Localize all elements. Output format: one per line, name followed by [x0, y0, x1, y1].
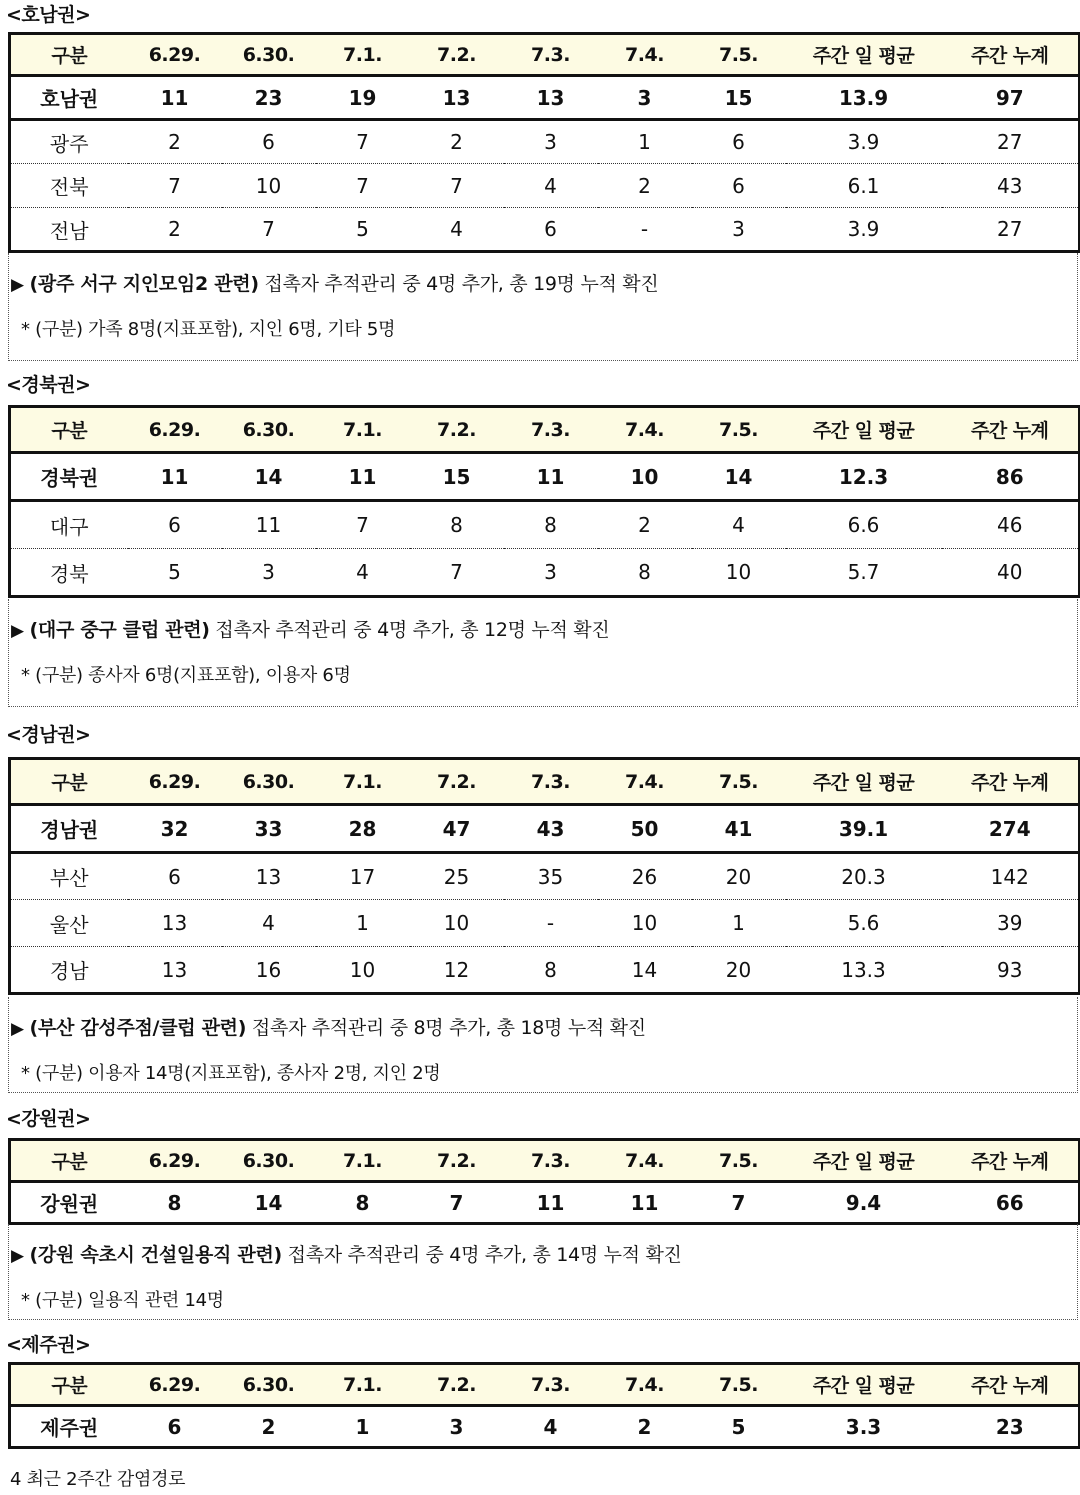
table-cell: 43	[942, 164, 1080, 208]
note-text: 접촉자 추적관리 중 4명 추가, 총 19명 누적 확진	[258, 273, 659, 295]
table-cell: 10	[222, 164, 316, 208]
table-cell: 3	[262, 560, 275, 584]
table-cell: 35	[504, 853, 598, 900]
table-cell: 7	[262, 217, 275, 241]
table-cell: 5	[356, 217, 369, 241]
table-cell: 13	[161, 957, 188, 982]
table-row	[10, 853, 1080, 900]
table-cell: 20	[725, 957, 752, 982]
table-cell: 20	[692, 853, 786, 900]
column-header: 주간 일 평균	[786, 34, 942, 76]
table-cell: 3	[504, 120, 598, 164]
table-row	[10, 164, 1080, 208]
region-name: 강원권	[40, 1192, 99, 1216]
column-header: 7.5.	[692, 34, 786, 76]
triangle-arrow-icon: ▶	[11, 621, 24, 641]
column-header: 7.2.	[410, 759, 504, 805]
table-cell: 7	[316, 164, 410, 208]
region-name: 경남권	[10, 805, 128, 853]
table-cell: 6	[222, 120, 316, 164]
table-cell: 11	[128, 453, 222, 501]
table-cell: 25	[410, 853, 504, 900]
table-cell: 15	[410, 453, 504, 501]
triangle-arrow-icon: ▶	[11, 1019, 24, 1039]
table-cell: 4	[692, 501, 786, 549]
note-text: 접촉자 추적관리 중 4명 추가, 총 12명 누적 확진	[209, 619, 610, 641]
table-cell: 27	[997, 217, 1023, 241]
table-cell: 7	[316, 501, 410, 549]
table-cell: 7	[316, 120, 410, 164]
column-header: 주간 일 평균	[786, 1140, 942, 1182]
table-cell: 16	[255, 957, 282, 982]
note-cluster-name: (강원 속초시 건설일용직 관련)	[29, 1244, 282, 1266]
column-header: 7.5.	[692, 407, 786, 453]
note-main-line	[11, 615, 609, 642]
column-header: 구분	[10, 1140, 128, 1182]
table-cell: 93	[997, 957, 1023, 982]
table-row	[10, 501, 1080, 549]
table-cell: 6	[544, 217, 557, 241]
table-cell: 10	[725, 560, 752, 584]
table-cell: 23	[995, 1414, 1024, 1439]
column-header: 7.1.	[316, 1140, 410, 1182]
column-header: 구분	[10, 407, 128, 453]
table-cell: 7	[128, 164, 222, 208]
region-total-row	[10, 1182, 1080, 1224]
table-cell: 8	[544, 957, 557, 982]
region-total-row	[10, 805, 1080, 853]
column-header: 7.2.	[410, 34, 504, 76]
table-header-row	[10, 1364, 1080, 1406]
city-name: 경북	[49, 561, 89, 586]
section-title: <경남권>	[6, 724, 91, 746]
table-cell: 6	[692, 164, 786, 208]
table-cell: 14	[222, 453, 316, 501]
column-header: 7.5.	[692, 759, 786, 805]
column-header: 7.1.	[316, 759, 410, 805]
column-header: 7.3.	[504, 1140, 598, 1182]
city-name: 광주	[10, 120, 128, 164]
region-table	[8, 1138, 1080, 1225]
table-cell: 15	[692, 76, 786, 120]
table-cell: 11	[222, 501, 316, 549]
column-header: 7.1.	[316, 34, 410, 76]
table-cell: 3	[449, 1414, 464, 1439]
table-row	[10, 900, 1080, 947]
table-cell: 1	[355, 1414, 370, 1439]
region-table	[8, 405, 1080, 598]
table-cell: 6.6	[786, 501, 942, 549]
table-cell: 8	[355, 1190, 370, 1215]
column-header: 주간 누계	[942, 759, 1080, 805]
table-cell: 4	[450, 217, 463, 241]
table-cell: 8	[410, 501, 504, 549]
table-cell: 3	[544, 560, 557, 584]
table-cell: 28	[316, 805, 410, 853]
table-cell: 66	[995, 1190, 1024, 1215]
column-header: 7.2.	[410, 1140, 504, 1182]
table-cell: 7	[450, 560, 463, 584]
column-header: 6.29.	[128, 1140, 222, 1182]
region-name: 제주권	[40, 1416, 99, 1440]
region-name: 호남권	[10, 76, 128, 120]
column-header: 7.3.	[504, 407, 598, 453]
city-name: 대구	[10, 501, 128, 549]
column-header: 7.5.	[692, 1364, 786, 1406]
table-cell: 2	[261, 1414, 276, 1439]
table-cell: 2	[598, 164, 692, 208]
column-header: 6.30.	[222, 1140, 316, 1182]
table-header-row	[10, 1140, 1080, 1182]
column-header: 주간 누계	[942, 407, 1080, 453]
column-header: 6.30.	[222, 1364, 316, 1406]
table-cell: 12.3	[786, 453, 942, 501]
table-cell: 5	[168, 560, 181, 584]
table-row	[10, 947, 1080, 994]
table-cell: 11	[128, 76, 222, 120]
table-cell: -	[640, 217, 649, 241]
table-cell: 11	[536, 1190, 565, 1215]
table-cell: 2	[598, 501, 692, 549]
table-cell: 41	[692, 805, 786, 853]
table-cell: 32	[128, 805, 222, 853]
table-cell: 14	[631, 957, 658, 982]
table-cell: 14	[254, 1190, 283, 1215]
column-header: 7.3.	[504, 1364, 598, 1406]
table-cell: 20.3	[786, 853, 942, 900]
table-cell: 3.9	[786, 120, 942, 164]
table-cell: 3	[732, 217, 745, 241]
table-cell: 2	[128, 120, 222, 164]
column-header: 6.29.	[128, 759, 222, 805]
table-cell: 11	[504, 453, 598, 501]
table-row	[10, 549, 1080, 597]
table-cell: 10	[349, 957, 376, 982]
table-cell: 43	[504, 805, 598, 853]
table-cell: 5.7	[847, 560, 880, 584]
table-cell: 1	[692, 900, 786, 947]
city-name: 전북	[10, 164, 128, 208]
column-header: 6.29.	[128, 34, 222, 76]
table-cell: 2	[168, 217, 181, 241]
table-row	[10, 208, 1080, 252]
column-header: 6.30.	[222, 759, 316, 805]
table-cell: 10	[410, 900, 504, 947]
table-row	[10, 120, 1080, 164]
note-box	[8, 253, 1078, 361]
column-header: 주간 누계	[942, 1364, 1080, 1406]
column-header: 주간 누계	[942, 34, 1080, 76]
triangle-arrow-icon: ▶	[11, 275, 24, 295]
column-header: 6.29.	[128, 1364, 222, 1406]
note-box	[8, 1224, 1078, 1320]
table-cell: 50	[598, 805, 692, 853]
column-header: 7.4.	[598, 1364, 692, 1406]
city-name: 경남	[49, 959, 89, 983]
table-cell: 274	[942, 805, 1080, 853]
table-cell: 46	[942, 501, 1080, 549]
table-cell: 39	[942, 900, 1080, 947]
city-name: 전남	[49, 218, 89, 243]
table-cell: 11	[316, 453, 410, 501]
region-total-row	[10, 1406, 1080, 1448]
region-total-row	[10, 76, 1080, 120]
table-cell: 6.1	[786, 164, 942, 208]
note-text: 접촉자 추적관리 중 4명 추가, 총 14명 누적 확진	[281, 1244, 682, 1266]
column-header: 주간 일 평균	[786, 407, 942, 453]
table-cell: 10	[598, 900, 692, 947]
table-cell: 9.4	[845, 1190, 882, 1215]
section-title: <제주권>	[6, 1334, 91, 1356]
table-cell: 5	[731, 1414, 746, 1439]
column-header: 구분	[10, 759, 128, 805]
table-cell: 23	[222, 76, 316, 120]
note-sub-line: * (구분) 종사자 6명(지표포함), 이용자 6명	[21, 665, 351, 686]
column-header: 주간 일 평균	[786, 759, 942, 805]
table-cell: 40	[997, 560, 1023, 584]
table-cell: 8	[167, 1190, 182, 1215]
column-header: 6.30.	[222, 34, 316, 76]
note-sub-line: * (구분) 일용직 관련 14명	[21, 1290, 224, 1311]
footer-heading: 4 최근 2주간 감염경로	[10, 1469, 186, 1490]
note-cluster-name: (대구 중구 클럽 관련)	[29, 619, 210, 641]
table-cell: 10	[598, 453, 692, 501]
table-cell: 4	[356, 560, 369, 584]
column-header: 구분	[10, 34, 128, 76]
table-cell: -	[504, 900, 598, 947]
table-cell: 26	[598, 853, 692, 900]
table-cell: 27	[942, 120, 1080, 164]
column-header: 7.3.	[504, 759, 598, 805]
table-cell: 14	[692, 453, 786, 501]
column-header: 7.4.	[598, 759, 692, 805]
column-header: 7.3.	[504, 34, 598, 76]
table-cell: 7	[410, 164, 504, 208]
table-cell: 47	[410, 805, 504, 853]
column-header: 7.1.	[316, 407, 410, 453]
table-cell: 1	[598, 120, 692, 164]
note-main-line	[11, 1240, 682, 1267]
region-name: 경북권	[10, 453, 128, 501]
table-cell: 86	[942, 453, 1080, 501]
table-cell: 97	[942, 76, 1080, 120]
table-cell: 6	[692, 120, 786, 164]
table-cell: 13	[410, 76, 504, 120]
region-table	[8, 1362, 1080, 1449]
table-cell: 4	[504, 164, 598, 208]
table-cell: 13.9	[786, 76, 942, 120]
region-table	[8, 757, 1080, 995]
note-box	[8, 599, 1078, 707]
column-header: 6.29.	[128, 407, 222, 453]
table-cell: 13	[128, 900, 222, 947]
column-header: 7.4.	[598, 1140, 692, 1182]
note-main-line	[11, 269, 658, 296]
table-cell: 12	[443, 957, 470, 982]
table-cell: 3.9	[847, 217, 880, 241]
note-box	[8, 997, 1078, 1093]
column-header: 7.4.	[598, 34, 692, 76]
table-cell: 11	[630, 1190, 659, 1215]
table-cell: 3.3	[845, 1414, 882, 1439]
table-cell: 33	[222, 805, 316, 853]
table-cell: 13	[222, 853, 316, 900]
table-cell: 6	[128, 853, 222, 900]
section-title: <호남권>	[6, 4, 91, 26]
region-table	[8, 32, 1080, 253]
column-header: 6.30.	[222, 407, 316, 453]
table-cell: 7	[449, 1190, 464, 1215]
table-cell: 2	[410, 120, 504, 164]
region-total-row	[10, 453, 1080, 501]
note-main-line	[11, 1013, 646, 1040]
note-sub-line: * (구분) 이용자 14명(지표포함), 종사자 2명, 지인 2명	[21, 1063, 441, 1084]
table-cell: 17	[316, 853, 410, 900]
table-header-row	[10, 759, 1080, 805]
table-cell: 1	[316, 900, 410, 947]
table-cell: 8	[638, 560, 651, 584]
table-cell: 8	[504, 501, 598, 549]
section-title: <강원권>	[6, 1108, 91, 1130]
table-cell: 3	[598, 76, 692, 120]
column-header: 7.2.	[410, 1364, 504, 1406]
note-sub-line: * (구분) 가족 8명(지표포함), 지인 6명, 기타 5명	[21, 319, 396, 340]
note-cluster-name: (광주 서구 지인모임2 관련)	[29, 273, 259, 295]
table-cell: 6	[167, 1414, 182, 1439]
table-cell: 13	[504, 76, 598, 120]
column-header: 주간 일 평균	[786, 1364, 942, 1406]
note-cluster-name: (부산 감성주점/클럽 관련)	[29, 1017, 247, 1039]
table-cell: 39.1	[786, 805, 942, 853]
column-header: 7.5.	[692, 1140, 786, 1182]
city-name: 부산	[10, 853, 128, 900]
table-cell: 19	[316, 76, 410, 120]
table-cell: 13.3	[841, 957, 886, 982]
table-cell: 6	[128, 501, 222, 549]
table-cell: 4	[543, 1414, 558, 1439]
table-cell: 142	[942, 853, 1080, 900]
column-header: 7.2.	[410, 407, 504, 453]
table-cell: 5.6	[786, 900, 942, 947]
column-header: 7.1.	[316, 1364, 410, 1406]
column-header: 구분	[10, 1364, 128, 1406]
table-header-row	[10, 407, 1080, 453]
table-cell: 7	[731, 1190, 746, 1215]
note-text: 접촉자 추적관리 중 8명 추가, 총 18명 누적 확진	[246, 1017, 646, 1039]
table-header-row	[10, 34, 1080, 76]
section-title: <경북권>	[6, 374, 91, 396]
column-header: 7.4.	[598, 407, 692, 453]
triangle-arrow-icon: ▶	[11, 1246, 24, 1266]
table-cell: 4	[222, 900, 316, 947]
column-header: 주간 누계	[942, 1140, 1080, 1182]
city-name: 울산	[10, 900, 128, 947]
table-cell: 2	[637, 1414, 652, 1439]
